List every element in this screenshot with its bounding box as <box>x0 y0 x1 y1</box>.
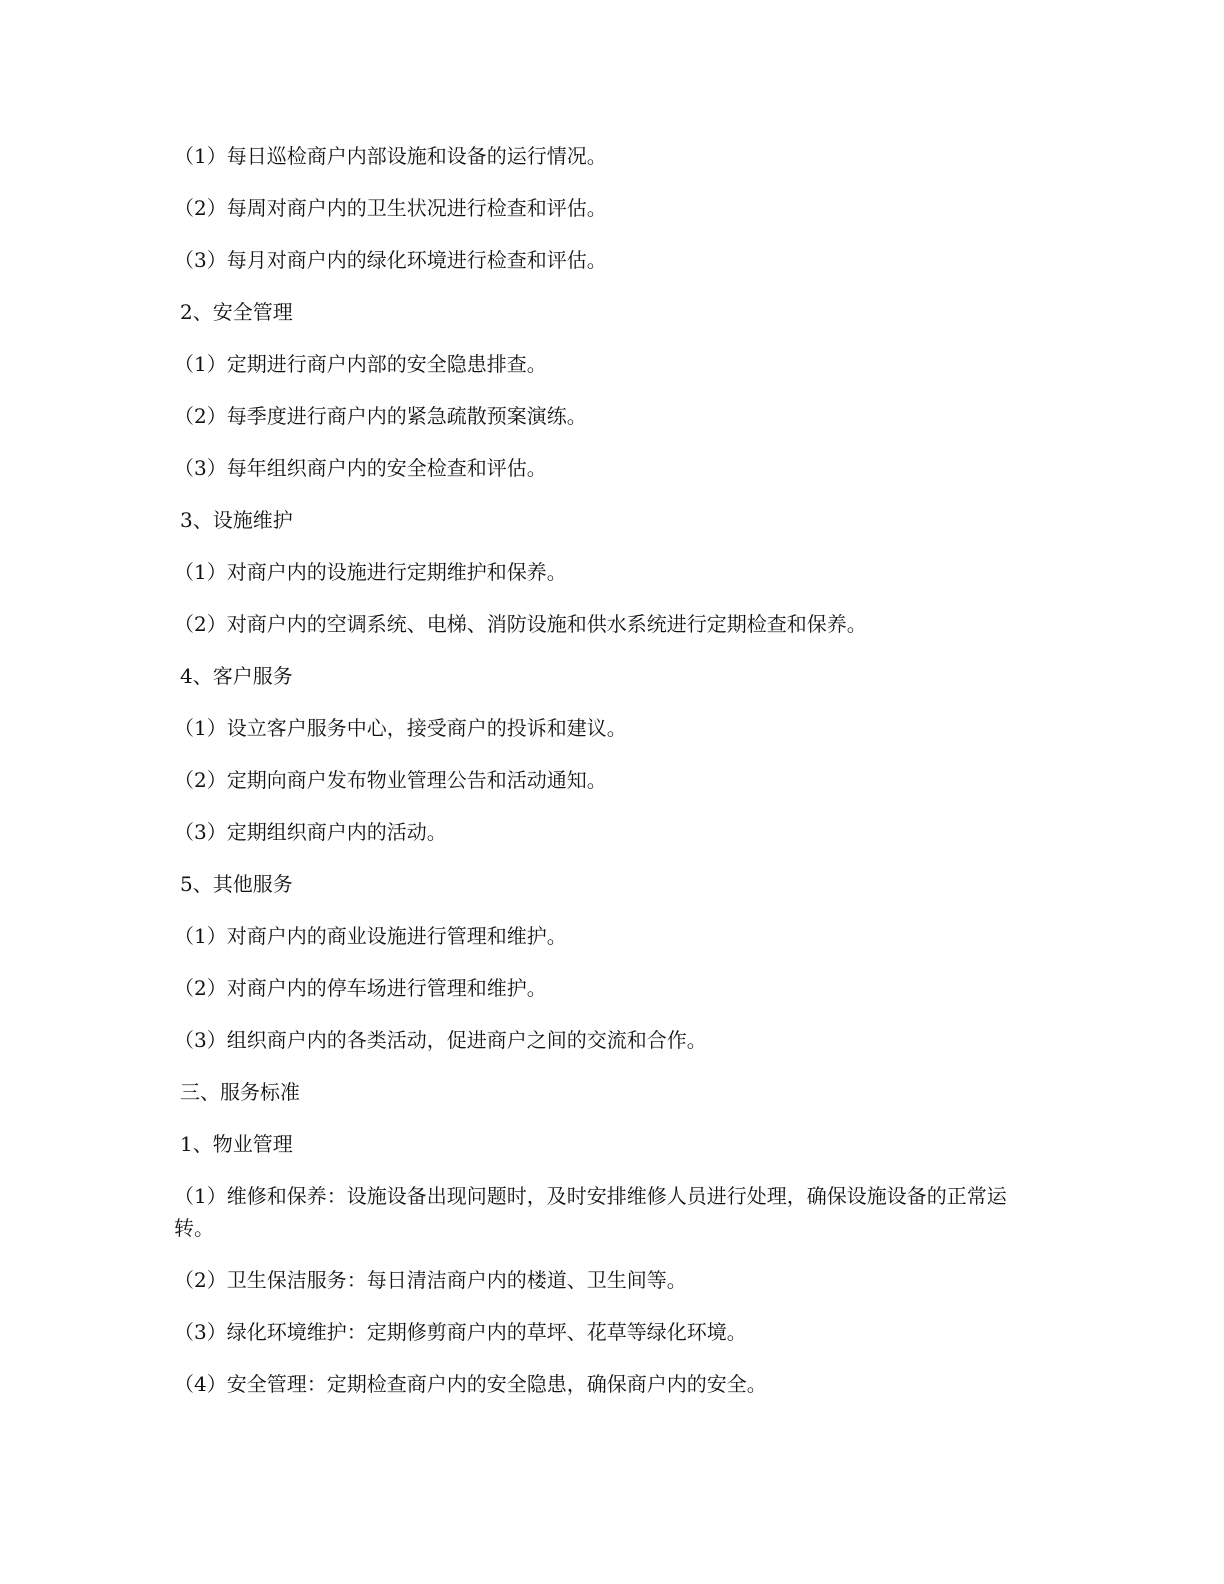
list-item: （1）维修和保养：设施设备出现问题时，及时安排维修人员进行处理，确保设施设备的正常运转。 <box>174 1184 1007 1240</box>
list-item: （2）卫生保洁服务：每日清洁商户内的楼道、卫生间等。 <box>174 1268 687 1292</box>
list-item: （1）定期进行商户内部的安全隐患排查。 <box>174 352 547 376</box>
list-item: （3）定期组织商户内的活动。 <box>174 820 447 844</box>
section-heading: 4、客户服务 <box>180 664 293 688</box>
list-item: （1）对商户内的设施进行定期维护和保养。 <box>174 560 567 584</box>
section-heading: 1、物业管理 <box>180 1132 293 1156</box>
list-item: （2）每周对商户内的卫生状况进行检查和评估。 <box>174 196 607 220</box>
list-item: （4）安全管理：定期检查商户内的安全隐患，确保商户内的安全。 <box>174 1372 767 1396</box>
list-item: （1）设立客户服务中心，接受商户的投诉和建议。 <box>174 716 627 740</box>
list-item: （2）每季度进行商户内的紧急疏散预案演练。 <box>174 404 587 428</box>
section-heading: 2、安全管理 <box>180 300 293 324</box>
list-item: （2）对商户内的停车场进行管理和维护。 <box>174 976 547 1000</box>
section-heading: 3、设施维护 <box>180 508 293 532</box>
chapter-heading: 三、服务标准 <box>180 1080 300 1104</box>
list-item: （1）每日巡检商户内部设施和设备的运行情况。 <box>174 144 607 168</box>
section-heading: 5、其他服务 <box>180 872 293 896</box>
list-item: （3）绿化环境维护：定期修剪商户内的草坪、花草等绿化环境。 <box>174 1320 747 1344</box>
list-item: （2）定期向商户发布物业管理公告和活动通知。 <box>174 768 607 792</box>
list-item: （3）每月对商户内的绿化环境进行检查和评估。 <box>174 248 607 272</box>
list-item: （2）对商户内的空调系统、电梯、消防设施和供水系统进行定期检查和保养。 <box>174 612 867 636</box>
list-item: （3）每年组织商户内的安全检查和评估。 <box>174 456 547 480</box>
document-body <box>174 140 1030 1400</box>
list-item: （3）组织商户内的各类活动，促进商户之间的交流和合作。 <box>174 1028 707 1052</box>
list-item: （1）对商户内的商业设施进行管理和维护。 <box>174 924 567 948</box>
